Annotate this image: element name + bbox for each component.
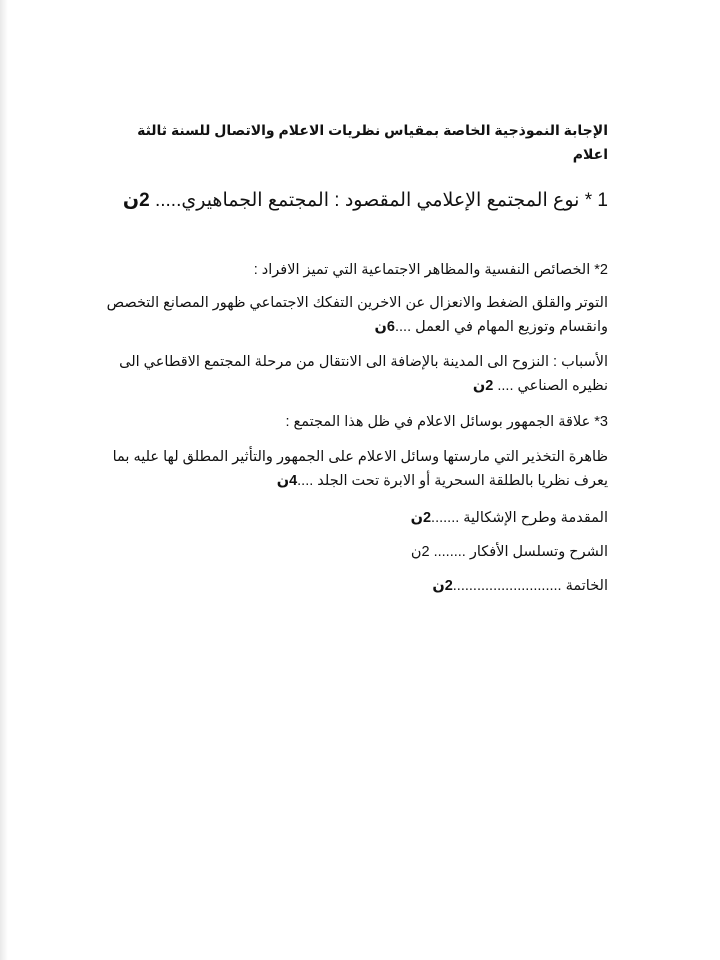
question-1 <box>105 186 608 216</box>
question-2-causes-score: 2ن <box>472 378 494 394</box>
document-heading: الإجابة النموذجية الخاصة بمقياس نظريات الاعلام والاتصال للسنة ثالثة اعلام <box>137 122 608 162</box>
question-2-answer <box>105 291 608 339</box>
grading-conclusion <box>105 574 608 598</box>
question-3-answer <box>105 445 608 493</box>
question-2-causes-text: الأسباب : النزوح الى المدينة بالإضافة الى الانتقال من مرحلة المجتمع الاقطاعي الى نظيره الصناعي .... <box>119 354 608 394</box>
question-3-heading: 3* علاقة الجمهور بوسائل الاعلام في ظل هذا المجتمع : <box>285 414 608 430</box>
grading-introduction <box>105 506 608 530</box>
question-2-answer-text: التوتر والقلق الضغط والانعزال عن الاخرين التفكك الاجتماعي ظهور المصانع التخصص وانقسام وتوزيع المهام في العمل .... <box>106 295 608 335</box>
question-1-text: 1 * نوع المجتمع الإعلامي المقصود : المجتمع الجماهيري..... <box>154 190 608 211</box>
question-1-score: 2ن <box>122 190 150 211</box>
page-edge-shadow <box>0 0 8 960</box>
grading-introduction-score: 2ن <box>410 510 432 526</box>
question-3-answer-text: ظاهرة التخذير التي مارستها وسائل الاعلام على الجمهور والتأثير المطلق لها عليه بما يعرف نظريا بالطلقة السحرية أو الابرة تحت الجلد .... <box>112 449 608 489</box>
question-3-answer-score: 4ن <box>276 473 298 489</box>
grading-body: الشرح وتسلسل الأفكار ........ 2ن <box>410 544 608 560</box>
grading-conclusion-score: 2ن <box>432 578 453 594</box>
question-2-heading: 2* الخصائص النفسية والمظاهر الاجتماعية التي تميز الافراد : <box>253 262 608 278</box>
grading-conclusion-text: الخاتمة ........................... <box>452 578 608 594</box>
question-2-causes <box>105 350 608 398</box>
grading-introduction-text: المقدمة وطرح الإشكالية ....... <box>431 510 608 526</box>
question-2-answer-score: 6ن <box>374 319 395 335</box>
